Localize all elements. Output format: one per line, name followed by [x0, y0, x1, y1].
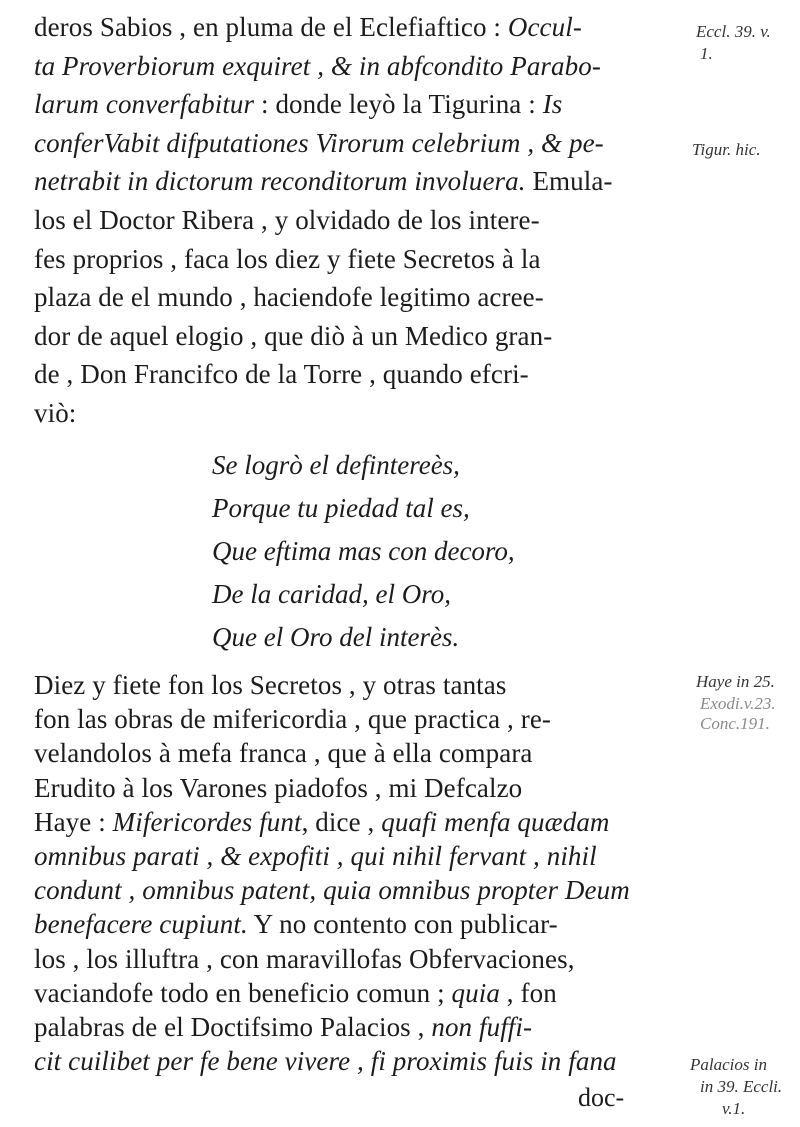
margin-note: Tigur. hic.: [692, 140, 761, 159]
margin-note: v.1.: [722, 1099, 746, 1118]
text-line: [34, 668, 506, 702]
text-line: [34, 319, 552, 353]
margin-note: Palacios in: [690, 1055, 767, 1074]
verse-line: De la caridad, el Oro,: [212, 579, 451, 609]
text-line: [34, 976, 557, 1010]
text-segment: ta Proverbiorum exquiret , & in abfcondito Parabo-: [34, 50, 601, 81]
text-line: [34, 126, 604, 160]
text-segment: Y no contento con publicar-: [247, 909, 558, 940]
text-line: [34, 907, 558, 941]
text-segment: fes proprios , faca los diez y fiete Secretos à la: [34, 243, 541, 274]
text-line: [34, 702, 551, 736]
text-segment: quafi menfa quædam: [381, 806, 610, 837]
text-segment: Emula-: [525, 166, 613, 197]
text-line: [34, 839, 597, 873]
text-line: [34, 396, 76, 430]
text-line: [34, 10, 582, 44]
text-segment: velandolos à mefa franca , que à ella compara: [34, 738, 533, 769]
verse-line: Que el Oro del interès.: [212, 622, 460, 652]
text-segment: netrabit in dictorum reconditorum involuera.: [34, 166, 526, 197]
text-segment: vaciandofe todo en beneficio comun ;: [34, 977, 452, 1008]
text-segment: Diez y fiete fon los Secretos , y otras tantas: [34, 670, 507, 700]
text-segment: conferVabit difputationes Virorum celebrium , & pe-: [34, 127, 604, 158]
margin-note: Haye in 25.: [696, 672, 775, 691]
text-segment: palabras de el Doctifsimo Palacios ,: [34, 1012, 432, 1042]
text-line: [34, 873, 630, 907]
text-segment: benefacere cupiunt.: [34, 909, 248, 940]
text-segment: omnibus parati , & expofiti , qui nihil fervant , nihil: [34, 841, 597, 871]
text-segment: , fon: [499, 977, 557, 1008]
text-segment: dor de aquel elogio , que diò à un Medico gran-: [34, 320, 553, 351]
text-line: [34, 771, 522, 805]
margin-note: in 39. Eccli.: [700, 1077, 783, 1096]
text-line: [34, 942, 575, 976]
text-line: [34, 736, 533, 770]
margin-note: Exodi.v.23.: [700, 694, 776, 713]
text-segment: Haye :: [34, 806, 113, 837]
text-segment: non fuffi-: [431, 1012, 533, 1042]
text-segment: los , los illuftra , con maravillofas Obfervaciones,: [34, 943, 575, 974]
text-segment: , dice ,: [301, 806, 382, 837]
text-line: [34, 242, 541, 276]
text-line: [34, 1010, 532, 1044]
text-line: [34, 357, 529, 391]
catchword: doc-: [578, 1083, 625, 1112]
text-segment: deros Sabios , en pluma de el Eclefiaftico :: [34, 12, 508, 42]
text-segment: larum converfabitur: [34, 89, 255, 120]
text-segment: Is: [542, 89, 563, 120]
text-segment: : donde leyò la Tigurina :: [254, 89, 543, 120]
text-segment: Erudito à los Varones piadofos , mi Defcalzo: [34, 772, 523, 803]
text-line: [34, 49, 601, 83]
verse-line: Se logrò el defintereès,: [212, 450, 460, 480]
text-line: [34, 280, 544, 314]
text-line: [34, 87, 562, 121]
margin-note: Eccl. 39. v.: [696, 22, 771, 41]
text-line: [34, 164, 613, 198]
text-line: [34, 1044, 617, 1078]
text-segment: plaza de el mundo , haciendofe legitimo acree-: [34, 282, 544, 313]
verse-line: Porque tu piedad tal es,: [212, 493, 470, 523]
text-segment: condunt , omnibus patent, quia omnibus propter Deum: [34, 875, 630, 906]
text-segment: viò:: [34, 398, 77, 428]
text-segment: de , Don Francifco de la Torre , quando efcri-: [34, 359, 529, 390]
text-segment: Mifericordes funt: [112, 806, 302, 837]
margin-note: Conc.191.: [700, 714, 770, 733]
text-line: [34, 805, 610, 839]
text-segment: cit cuilibet per fe bene vivere , fi proximis fuis in fana: [34, 1046, 617, 1077]
text-segment: quia: [451, 977, 500, 1008]
text-segment: los el Doctor Ribera , y olvidado de los intere-: [34, 205, 540, 235]
margin-note: 1.: [700, 44, 713, 63]
text-segment: fon las obras de mifericordia , que practica , re-: [34, 704, 552, 735]
verse-line: Que eftima mas con decoro,: [212, 536, 515, 566]
text-segment: Occul-: [507, 12, 582, 42]
text-line: [34, 203, 540, 237]
